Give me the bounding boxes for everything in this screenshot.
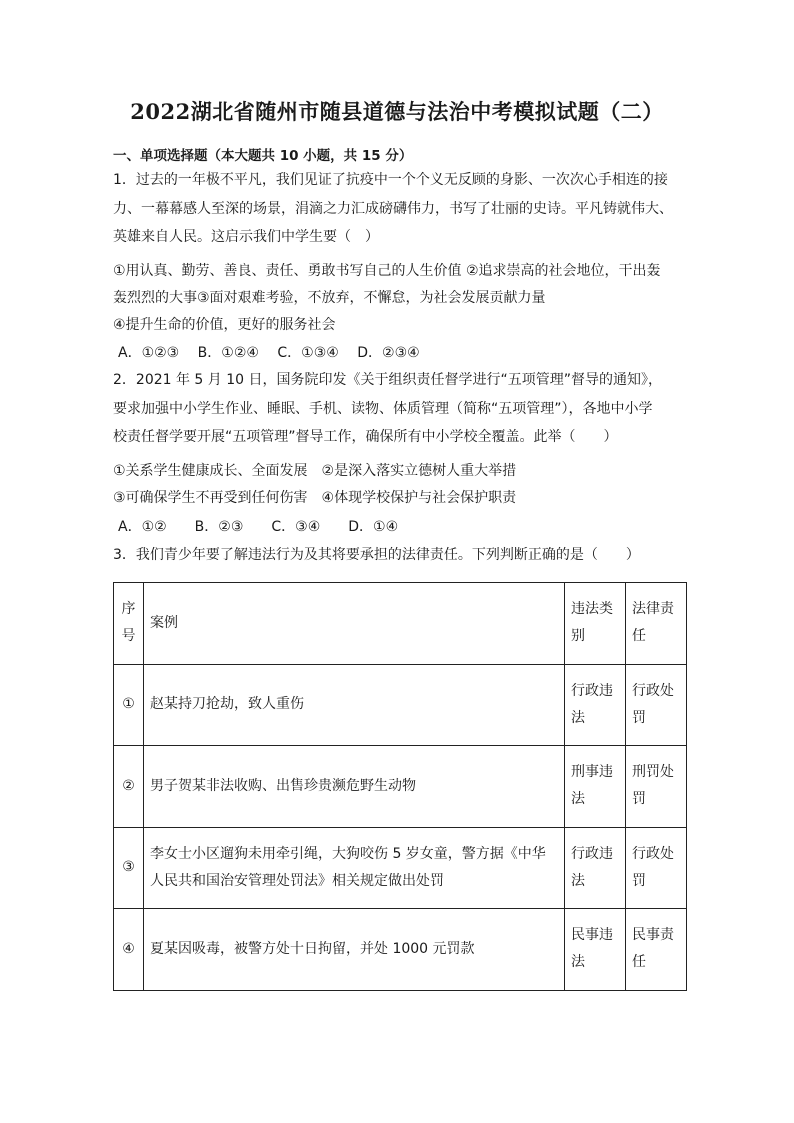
- stem-line: 力、一幕幕感人至深的场景，涓滴之力汇成磅礴伟力，书写了壮丽的史诗。平凡铸就伟大、: [113, 200, 673, 217]
- stem-line: 2．2021 年 5 月 10 日，国务院印发《关于组织责任督学进行“五项管理”督导的通知》，: [113, 372, 663, 388]
- legal-responsibility: 行政处罚: [626, 827, 687, 909]
- question-1-options: [113, 258, 688, 339]
- header-cell: 法律责任: [626, 583, 687, 665]
- legal-responsibility: 刑罚处罚: [626, 746, 687, 828]
- violation-type: 行政违法: [565, 827, 626, 909]
- header-cell: 序号: [114, 583, 144, 665]
- option-line: ③可确保学生不再受到任何伤害 ④体现学校保护与社会保护职责: [113, 490, 517, 506]
- question-1-answers: A．①②③ B．①②④ C．①③④ D．②③④: [118, 345, 420, 361]
- case-text: 李女士小区遛狗未用牵引绳，大狗咬伤 5 岁女童，警方据《中华人民共和国治安管理处罚法》相关规定做出处罚: [144, 827, 565, 909]
- table-row: [114, 909, 687, 991]
- stem-line: 1．过去的一年极不平凡，我们见证了抗疫中一个个义无反顾的身影、一次次心手相连的接: [113, 172, 668, 188]
- case-table: [113, 582, 687, 991]
- legal-responsibility: 民事责任: [626, 909, 687, 991]
- violation-type: 行政违法: [565, 664, 626, 746]
- legal-responsibility: 行政处罚: [626, 664, 687, 746]
- table-header-row: [114, 583, 687, 665]
- table-row: [114, 827, 687, 909]
- stem-line: 3．我们青少年要了解违法行为及其将要承担的法律责任。下列判断正确的是（ ）: [113, 547, 640, 563]
- question-2-stem: [113, 366, 688, 452]
- header-cell: 案例: [144, 583, 565, 665]
- option-line: ①用认真、勤劳、善良、责任、勇敢书写自己的人生价值 ②追求崇高的社会地位，干出轰: [113, 263, 661, 279]
- row-number: ①: [114, 664, 144, 746]
- table-row: [114, 746, 687, 828]
- section-header: 一、单项选择题（本大题共 10 小题，共 15 分）: [113, 148, 413, 164]
- case-text: 夏某因吸毒，被警方处十日拘留，并处 1000 元罚款: [144, 909, 565, 991]
- case-text: 男子贺某非法收购、出售珍贵濒危野生动物: [144, 746, 565, 828]
- stem-line: 要求加强中小学生作业、睡眠、手机、读物、体质管理（简称“五项管理”），各地中小学: [113, 400, 653, 417]
- option-line: ④提升生命的价值，更好的服务社会: [113, 317, 336, 333]
- row-number: ③: [114, 827, 144, 909]
- table-row: [114, 664, 687, 746]
- question-2-answers: A．①② B．②③ C．③④ D．①④: [118, 519, 399, 535]
- row-number: ④: [114, 909, 144, 991]
- violation-type: 刑事违法: [565, 746, 626, 828]
- case-text: 赵某持刀抢劫，致人重伤: [144, 664, 565, 746]
- stem-line: 英雄来自人民。这启示我们中学生要（ ）: [113, 229, 379, 245]
- violation-type: 民事违法: [565, 909, 626, 991]
- header-cell: 违法类别: [565, 583, 626, 665]
- question-1-stem: [113, 166, 688, 252]
- row-number: ②: [114, 746, 144, 828]
- question-2-options: [113, 458, 688, 512]
- page-title: 2022湖北省随州市随县道德与法治中考模拟试题（二）: [130, 99, 664, 124]
- option-line: ①关系学生健康成长、全面发展 ②是深入落实立德树人重大举措: [113, 463, 517, 479]
- question-3-stem: [113, 541, 688, 570]
- stem-line: 校责任督学要开展“五项管理”督导工作，确保所有中小学校全覆盖。此举（ ）: [113, 429, 618, 445]
- option-line: 轰烈烈的大事③面对艰难考验，不放弃，不懈怠，为社会发展贡献力量: [113, 290, 546, 306]
